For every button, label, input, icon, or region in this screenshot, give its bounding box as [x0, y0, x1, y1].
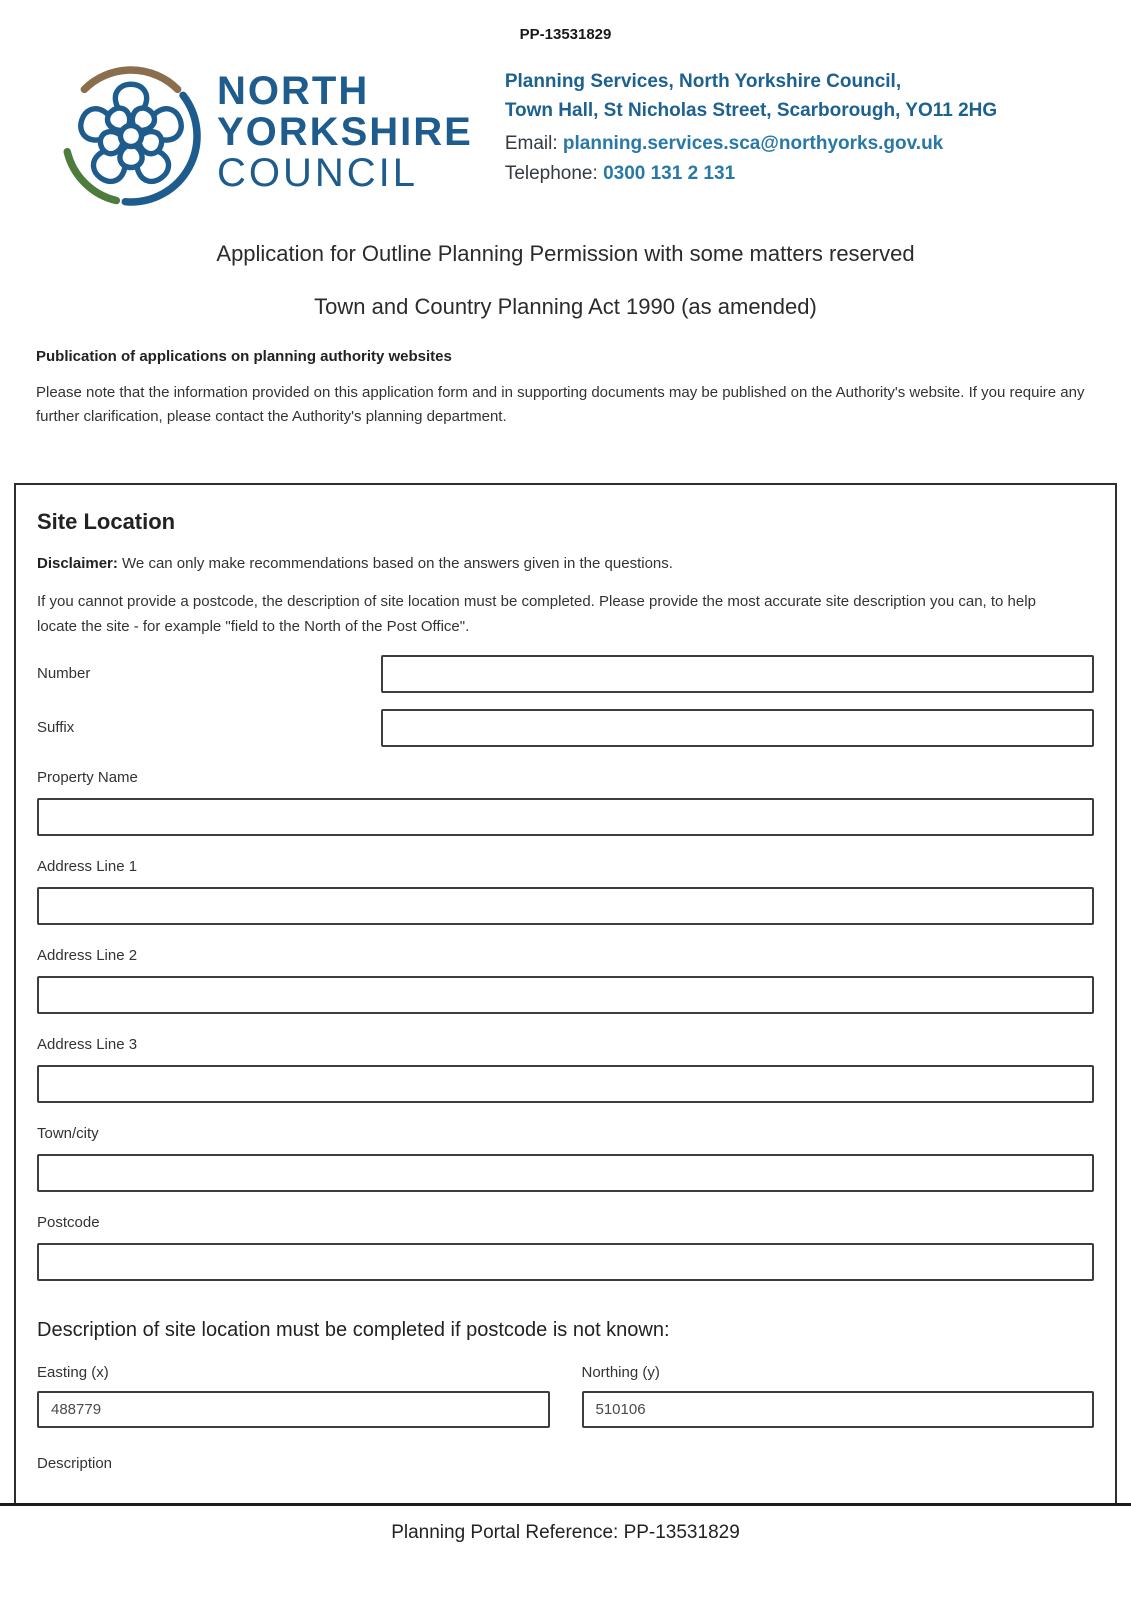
address-line-2-input[interactable]	[37, 976, 1094, 1014]
authority-name: Planning Services, North Yorkshire Council,	[504, 71, 902, 92]
logo-line-council: COUNCIL	[217, 151, 419, 195]
suffix-input[interactable]	[381, 709, 1094, 747]
northing-input[interactable]	[582, 1391, 1095, 1428]
telephone-label: Telephone:	[504, 163, 598, 184]
suffix-label: Suffix	[37, 719, 75, 736]
number-field-row	[37, 655, 1094, 693]
address-line-2-label: Address Line 2	[37, 947, 138, 964]
town-city-label: Town/city	[37, 1125, 99, 1142]
town-city-input[interactable]	[37, 1154, 1094, 1192]
description-field-row	[37, 1455, 1094, 1473]
publication-notice-heading: Publication of applications on planning authority websites	[36, 348, 452, 365]
easting-field	[37, 1364, 550, 1428]
address-line-3-label: Address Line 3	[37, 1036, 138, 1053]
town-city-field-row	[37, 1125, 1094, 1192]
description-requirement-heading: Description of site location must be completed if postcode is not known:	[37, 1319, 670, 1341]
easting-label: Easting (x)	[37, 1364, 109, 1381]
suffix-field-row	[37, 709, 1094, 747]
disclaimer-label: Disclaimer:	[37, 555, 118, 572]
council-logo-wordmark	[217, 61, 473, 194]
address-line-1-field-row	[37, 858, 1094, 925]
publication-notice-body: Please note that the information provided on this application form and in supporting documents may be published on the Authority's website. If you require any further clarification, please contact the Authority's planning department.	[36, 384, 1085, 425]
authority-contact-block	[505, 61, 997, 185]
logo-line-yorkshire: YORKSHIRE	[217, 110, 473, 154]
northing-label: Northing (y)	[581, 1364, 660, 1381]
disclaimer-body: We can only make recommendations based on the answers given in the questions.	[122, 555, 673, 572]
site-location-instructions: If you cannot provide a postcode, the description of site location must be completed. Please provide the most accurate site description you can, to help locate the site - for example "field to the North of the Post Office".	[37, 593, 1036, 635]
number-label: Number	[37, 665, 91, 682]
address-line-2-field-row	[37, 947, 1094, 1014]
disclaimer-text	[37, 555, 1094, 572]
planning-portal-reference-top: PP-13531829	[519, 26, 612, 43]
description-label: Description	[37, 1455, 113, 1472]
application-title: Application for Outline Planning Permission with some matters reserved	[216, 241, 915, 266]
telephone-number: 0300 131 2 131	[603, 163, 736, 184]
easting-input[interactable]	[37, 1391, 550, 1428]
authority-telephone-line	[505, 163, 997, 185]
planning-portal-reference-footer: Planning Portal Reference: PP-13531829	[391, 1522, 740, 1543]
coordinates-row	[37, 1364, 1094, 1428]
authority-email-line	[505, 133, 997, 155]
property-name-input[interactable]	[37, 798, 1094, 836]
page-break-divider	[0, 1503, 1131, 1506]
act-subtitle: Town and Country Planning Act 1990 (as amended)	[314, 294, 817, 319]
number-input[interactable]	[381, 655, 1094, 693]
email-label: Email:	[504, 133, 558, 154]
authority-address: Town Hall, St Nicholas Street, Scarborough, YO11 2HG	[504, 100, 998, 121]
email-link[interactable]: planning.services.sca@northyorks.gov.uk	[562, 133, 944, 154]
yorkshire-rose-icon	[55, 61, 207, 211]
property-name-label: Property Name	[37, 769, 138, 786]
site-location-section	[14, 483, 1117, 1503]
address-line-3-input[interactable]	[37, 1065, 1094, 1103]
document-header	[55, 61, 1076, 211]
postcode-label: Postcode	[37, 1214, 100, 1231]
address-line-3-field-row	[37, 1036, 1094, 1103]
site-location-heading: Site Location	[37, 509, 176, 534]
council-logo	[55, 61, 473, 211]
address-line-1-label: Address Line 1	[37, 858, 138, 875]
logo-line-north: NORTH	[217, 69, 370, 113]
northing-field	[582, 1364, 1095, 1428]
postcode-field-row	[37, 1214, 1094, 1281]
postcode-input[interactable]	[37, 1243, 1094, 1281]
address-line-1-input[interactable]	[37, 887, 1094, 925]
property-name-field-row	[37, 769, 1094, 836]
